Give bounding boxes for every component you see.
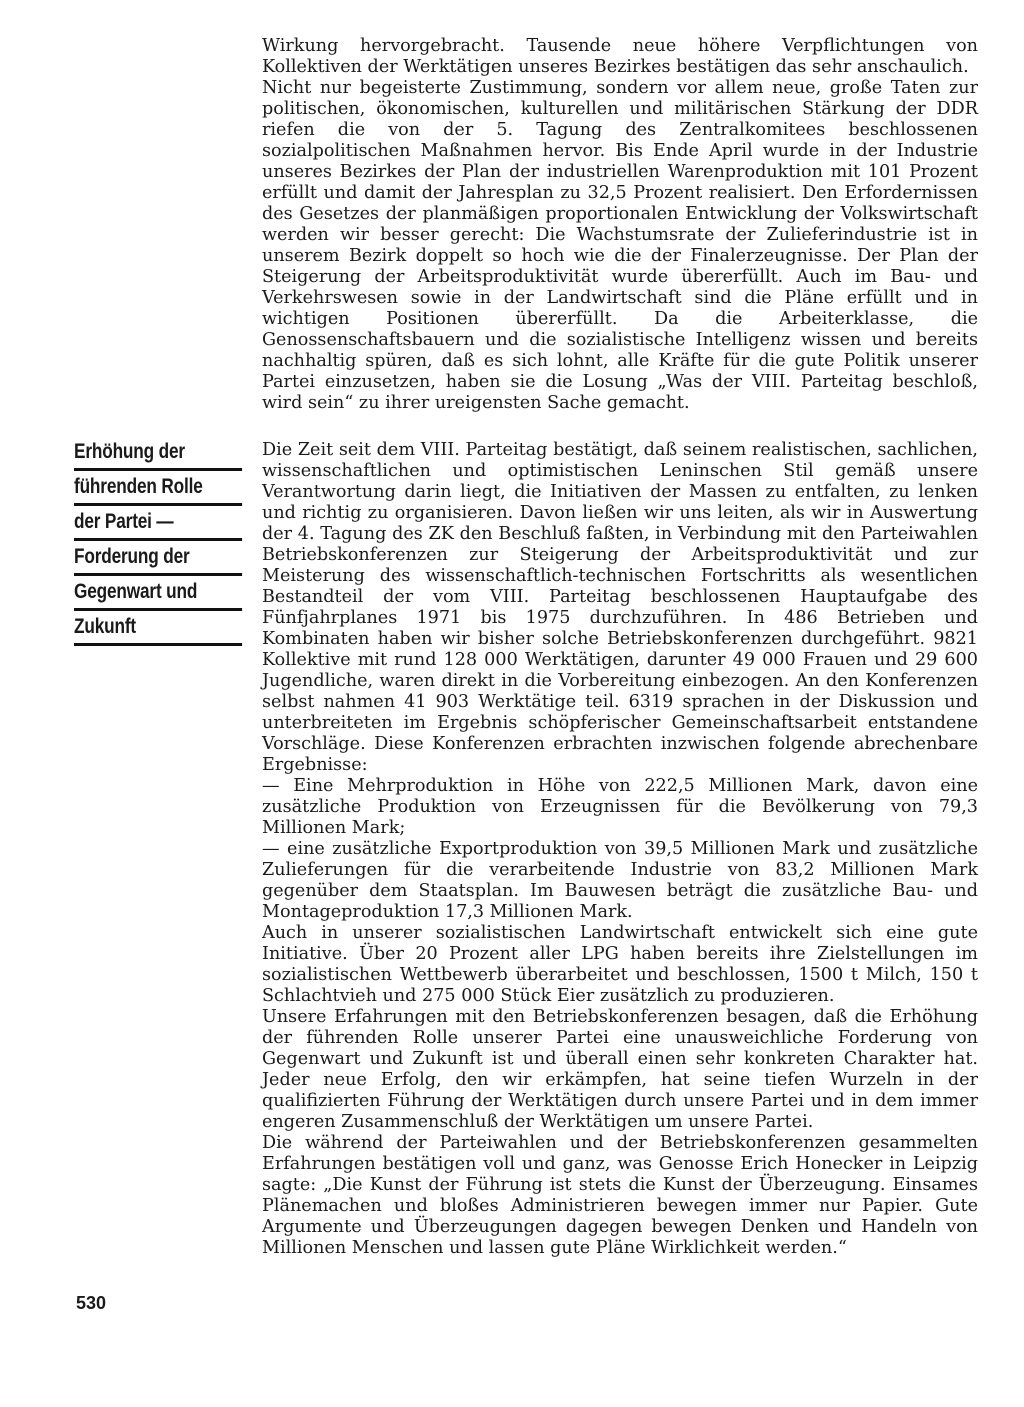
side-heading [74,436,215,646]
paragraph: Die während der Parteiwahlen und der Betriebskonferenzen gesammelten Erfahrungen bestätigen voll und ganz, was Genosse Erich Honecker in Leipzig sagte: „Die Kunst der Führung ist stets die Kunst der Überzeugung. Einsames Plänemachen und bloßes Administrieren bewegen immer nur Papier. Gute Argumente und Überzeugungen dagegen bewegen Denken und Handeln von Millionen Menschen und lassen gute Pläne Wirklichkeit werden.“ [262,1133,978,1258]
list-item: — eine zusätzliche Exportproduktion von 39,5 Millionen Mark und zusätzliche Zulieferungen für die verarbeitende Industrie von 83,2 Millionen Mark gegenüber dem Staatsplan. Im Bauwesen beträgt die zusätzliche Bau- und Montageproduktion 17,3 Millionen Mark. [262,839,978,922]
side-heading-line: führenden Rolle [74,471,242,506]
side-heading-line: Forderung der [74,541,242,576]
side-heading-line: der Partei — [74,506,242,541]
side-heading-line: Gegenwart und [74,576,242,611]
paragraph: Auch in unserer sozialistischen Landwirtschaft entwickelt sich eine gute Initiative. Über 20 Prozent aller LPG haben bereits ihre Zielstellungen im sozialistischen Wettbewerb überarbeitet und beschlossen, 1500 t Milch, 150 t Schlachtvieh und 275 000 Stück Eier zusätzlich zu produzieren. [262,923,978,1006]
side-heading-line: Zukunft [74,611,242,646]
paragraph: Wirkung hervorgebracht. Tausende neue höhere Verpflichtungen von Kollektiven der Werktätigen unseres Bezirkes bestätigen das sehr anschaulich. [262,36,978,77]
paragraph: Unsere Erfahrungen mit den Betriebskonferenzen besagen, daß die Erhöhung der führenden Rolle unserer Partei eine unausweichliche Forderung von Gegenwart und Zukunft ist und überall einen sehr konkreten Charakter hat. Jeder neue Erfolg, den wir erkämpfen, hat seine tiefen Wurzeln in der qualifizierten Führung der Werktätigen durch unsere Partei und in dem immer engeren Zusammenschluß der Werktätigen um unsere Partei. [262,1007,978,1132]
paragraph: Nicht nur begeisterte Zustimmung, sondern vor allem neue, große Taten zur politischen, ökonomischen, kulturellen und militärischen Stärkung der DDR riefen die von der 5. Tagung des Zentralkomitees beschlossenen sozialpolitischen Maßnahmen hervor. Bis Ende April wurde in der Industrie unseres Bezirkes der Plan der industriellen Warenproduktion mit 101 Prozent erfüllt und damit der Jahresplan zu 32,5 Prozent realisiert. Den Erfordernissen des Gesetzes der planmäßigen proportionalen Entwicklung der Volkswirtschaft werden wir besser gerecht: Die Wachstumsrate der Zulieferindustrie ist in unserem Bezirk doppelt so hoch wie die der Finalerzeugnisse. Der Plan der Steigerung der Arbeitsproduktivität wurde übererfüllt. Auch im Bau- und Verkehrswesen sowie in der Landwirtschaft sind die Pläne erfüllt und in wichtigen Positionen übererfüllt. Da die Arbeiterklasse, die Genossenschaftsbauern und die sozialistische Intelligenz wissen und bereits nachhaltig spüren, daß es sich lohnt, alle Kräfte für die gute Politik unserer Partei einzusetzen, haben sie die Losung „Was der VIII. Parteitag beschloß, wird sein“ zu ihrer ureigensten Sache gemacht. [262,78,978,413]
section-2 [262,440,978,1259]
paragraph: Die Zeit seit dem VIII. Parteitag bestätigt, daß seinem realistischen, sachlichen, wissenschaftlichen und optimistischen Leninschen Stil gemäß unsere Verantwortung darin liegt, die Initiativen der Massen zu entfalten, zu lenken und richtig zu organisieren. Davon ließen wir uns leiten, als wir in Auswertung der 4. Tagung des ZK den Beschluß faßten, in Verbindung mit den Parteiwahlen Betriebskonferenzen zur Steigerung der Arbeitsproduktivität und zur Meisterung des wissenschaftlich-technischen Fortschritts als wesentlichen Bestandteil der vom VIII. Parteitag beschlossenen Hauptaufgabe des Fünfjahrplanes 1971 bis 1975 durchzuführen. In 486 Betrieben und Kombinaten haben wir bisher solche Betriebskonferenzen durchgeführt. 9821 Kollektive mit rund 128 000 Werktätigen, darunter 49 000 Frauen und 29 600 Jugendliche, waren direkt in die Vorbereitung einbezogen. An den Konferenzen selbst nahmen 41 903 Werktätige teil. 6319 sprachen in der Diskussion und unterbreiteten im Ergebnis schöpferischer Gemeinschaftsarbeit entstandene Vorschläge. Diese Konferenzen erbrachten inzwischen folgende abrechenbare Ergebnisse: [262,440,978,775]
page-number: 530 [76,1293,107,1313]
section-1 [262,36,978,414]
list-item: — Eine Mehrproduktion in Höhe von 222,5 Millionen Mark, davon eine zusätzliche Produktion von Erzeugnissen für die Bevölkerung von 79,3 Millionen Mark; [262,776,978,838]
side-heading-line: Erhöhung der [74,436,242,471]
